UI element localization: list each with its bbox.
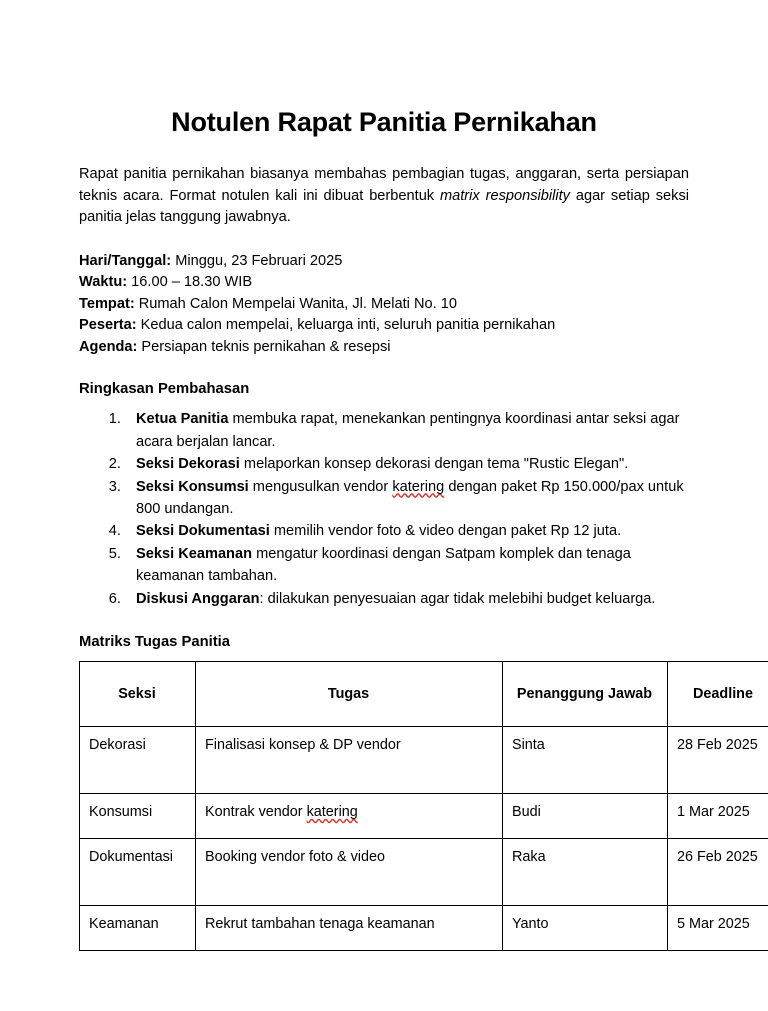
meta-label: Agenda: (79, 338, 138, 355)
spellcheck-underlined-word: katering (392, 478, 445, 495)
spellcheck-underlined-word: katering (306, 804, 358, 821)
table-row (80, 794, 768, 839)
cell-deadline: 28 Feb 2025 (668, 727, 768, 794)
cell-seksi: Dekorasi (80, 727, 196, 794)
page-title: Notulen Rapat Panitia Pernikahan (171, 107, 597, 137)
column-header-penanggung-jawab: Penanggung Jawab (503, 662, 668, 727)
list-item-text: melaporkan konsep dekorasi dengan tema "Rustic Elegan". (239, 456, 629, 473)
cell-penanggung-jawab: Budi (503, 794, 668, 839)
list-item-text: membuka rapat, menekankan pentingnya koordinasi antar seksi agar acara berjalan lancar. (136, 411, 680, 450)
cell-penanggung-jawab: Raka (503, 839, 668, 906)
table-header-row (80, 662, 768, 727)
meta-value: 16.00 – 18.30 WIB (127, 274, 253, 291)
meta-label: Hari/Tanggal: (79, 252, 172, 269)
meta-row-tempat (79, 294, 689, 316)
task-matrix-table (79, 661, 768, 951)
cell-tugas: Rekrut tambahan tenaga keamanan (196, 906, 503, 951)
matrix-heading: Matriks Tugas Panitia (79, 634, 231, 651)
cell-penanggung-jawab: Yanto (503, 906, 668, 951)
list-item-lead: Seksi Dekorasi (136, 456, 240, 473)
meta-label: Tempat: (79, 295, 135, 312)
table-body (80, 727, 768, 951)
list-item-text: memilih vendor foto & video dengan paket Rp 12 juta. (269, 523, 622, 540)
cell-deadline: 5 Mar 2025 (668, 906, 768, 951)
list-item-lead: Seksi Konsumsi (136, 478, 249, 495)
list-item-text: dengan paket Rp 150.000/pax untuk 800 undangan. (136, 478, 684, 518)
column-header-seksi: Seksi (80, 662, 196, 727)
list-item (125, 520, 689, 542)
meta-row-waktu (79, 272, 689, 294)
column-header-tugas: Tugas (196, 662, 503, 727)
cell-deadline: 1 Mar 2025 (668, 794, 768, 839)
cell-penanggung-jawab: Sinta (503, 727, 668, 794)
cell-seksi: Keamanan (80, 906, 196, 951)
meta-value: Minggu, 23 Februari 2025 (171, 252, 343, 269)
meta-value: Persiapan teknis pernikahan & resepsi (137, 338, 391, 355)
column-header-deadline: Deadline (668, 662, 768, 727)
table-header (80, 662, 768, 727)
summary-list (79, 399, 689, 610)
intro-italic-phrase: matrix responsibility (439, 187, 570, 204)
meta-label: Waktu: (79, 274, 128, 291)
meta-row-hari-tanggal (79, 251, 689, 273)
list-item (125, 453, 689, 475)
meta-value: Rumah Calon Mempelai Wanita, Jl. Melati No. 10 (134, 295, 457, 312)
cell-tugas (196, 794, 503, 839)
meta-label: Peserta: (79, 317, 137, 334)
table-row (80, 839, 768, 906)
list-item-lead: Seksi Dokumentasi (136, 523, 270, 540)
summary-heading: Ringkasan Pembahasan (79, 381, 250, 398)
meta-row-peserta (79, 315, 689, 337)
list-item-lead: Ketua Panitia (136, 411, 229, 428)
cell-seksi: Dokumentasi (80, 839, 196, 906)
meta-row-agenda (79, 337, 689, 359)
meta-value: Kedua calon mempelai, keluarga inti, seluruh panitia pernikahan (136, 317, 556, 334)
list-item (125, 408, 689, 453)
list-item-lead: Diskusi Anggaran (136, 590, 260, 607)
cell-seksi: Konsumsi (80, 794, 196, 839)
list-item-text: mengatur koordinasi dengan Satpam komplek dan tenaga keamanan tambahan. (136, 545, 631, 585)
table-row (80, 906, 768, 951)
list-item-text: mengusulkan vendor (248, 478, 393, 495)
list-item (125, 476, 689, 521)
intro-text-part1: Rapat panitia pernikahan biasanya membahas pembagian tugas, anggaran, serta persiapan teknis acara. Format notulen kali ini dibuat berbentuk (79, 166, 689, 204)
list-item (125, 588, 689, 610)
intro-text-part2: agar setiap seksi panitia jelas tanggung jawabnya. (79, 187, 689, 226)
cell-tugas: Finalisasi konsep & DP vendor (196, 727, 503, 794)
table-row (80, 727, 768, 794)
list-item-lead: Seksi Keamanan (136, 545, 253, 562)
list-item-text: : dilakukan penyesuaian agar tidak melebihi budget keluarga. (259, 590, 656, 607)
intro-paragraph (79, 138, 689, 229)
meeting-details (79, 229, 689, 359)
cell-tugas-text: Kontrak vendor (205, 804, 307, 821)
cell-tugas: Booking vendor foto & video (196, 839, 503, 906)
cell-deadline: 26 Feb 2025 (668, 839, 768, 906)
list-item (125, 543, 689, 588)
